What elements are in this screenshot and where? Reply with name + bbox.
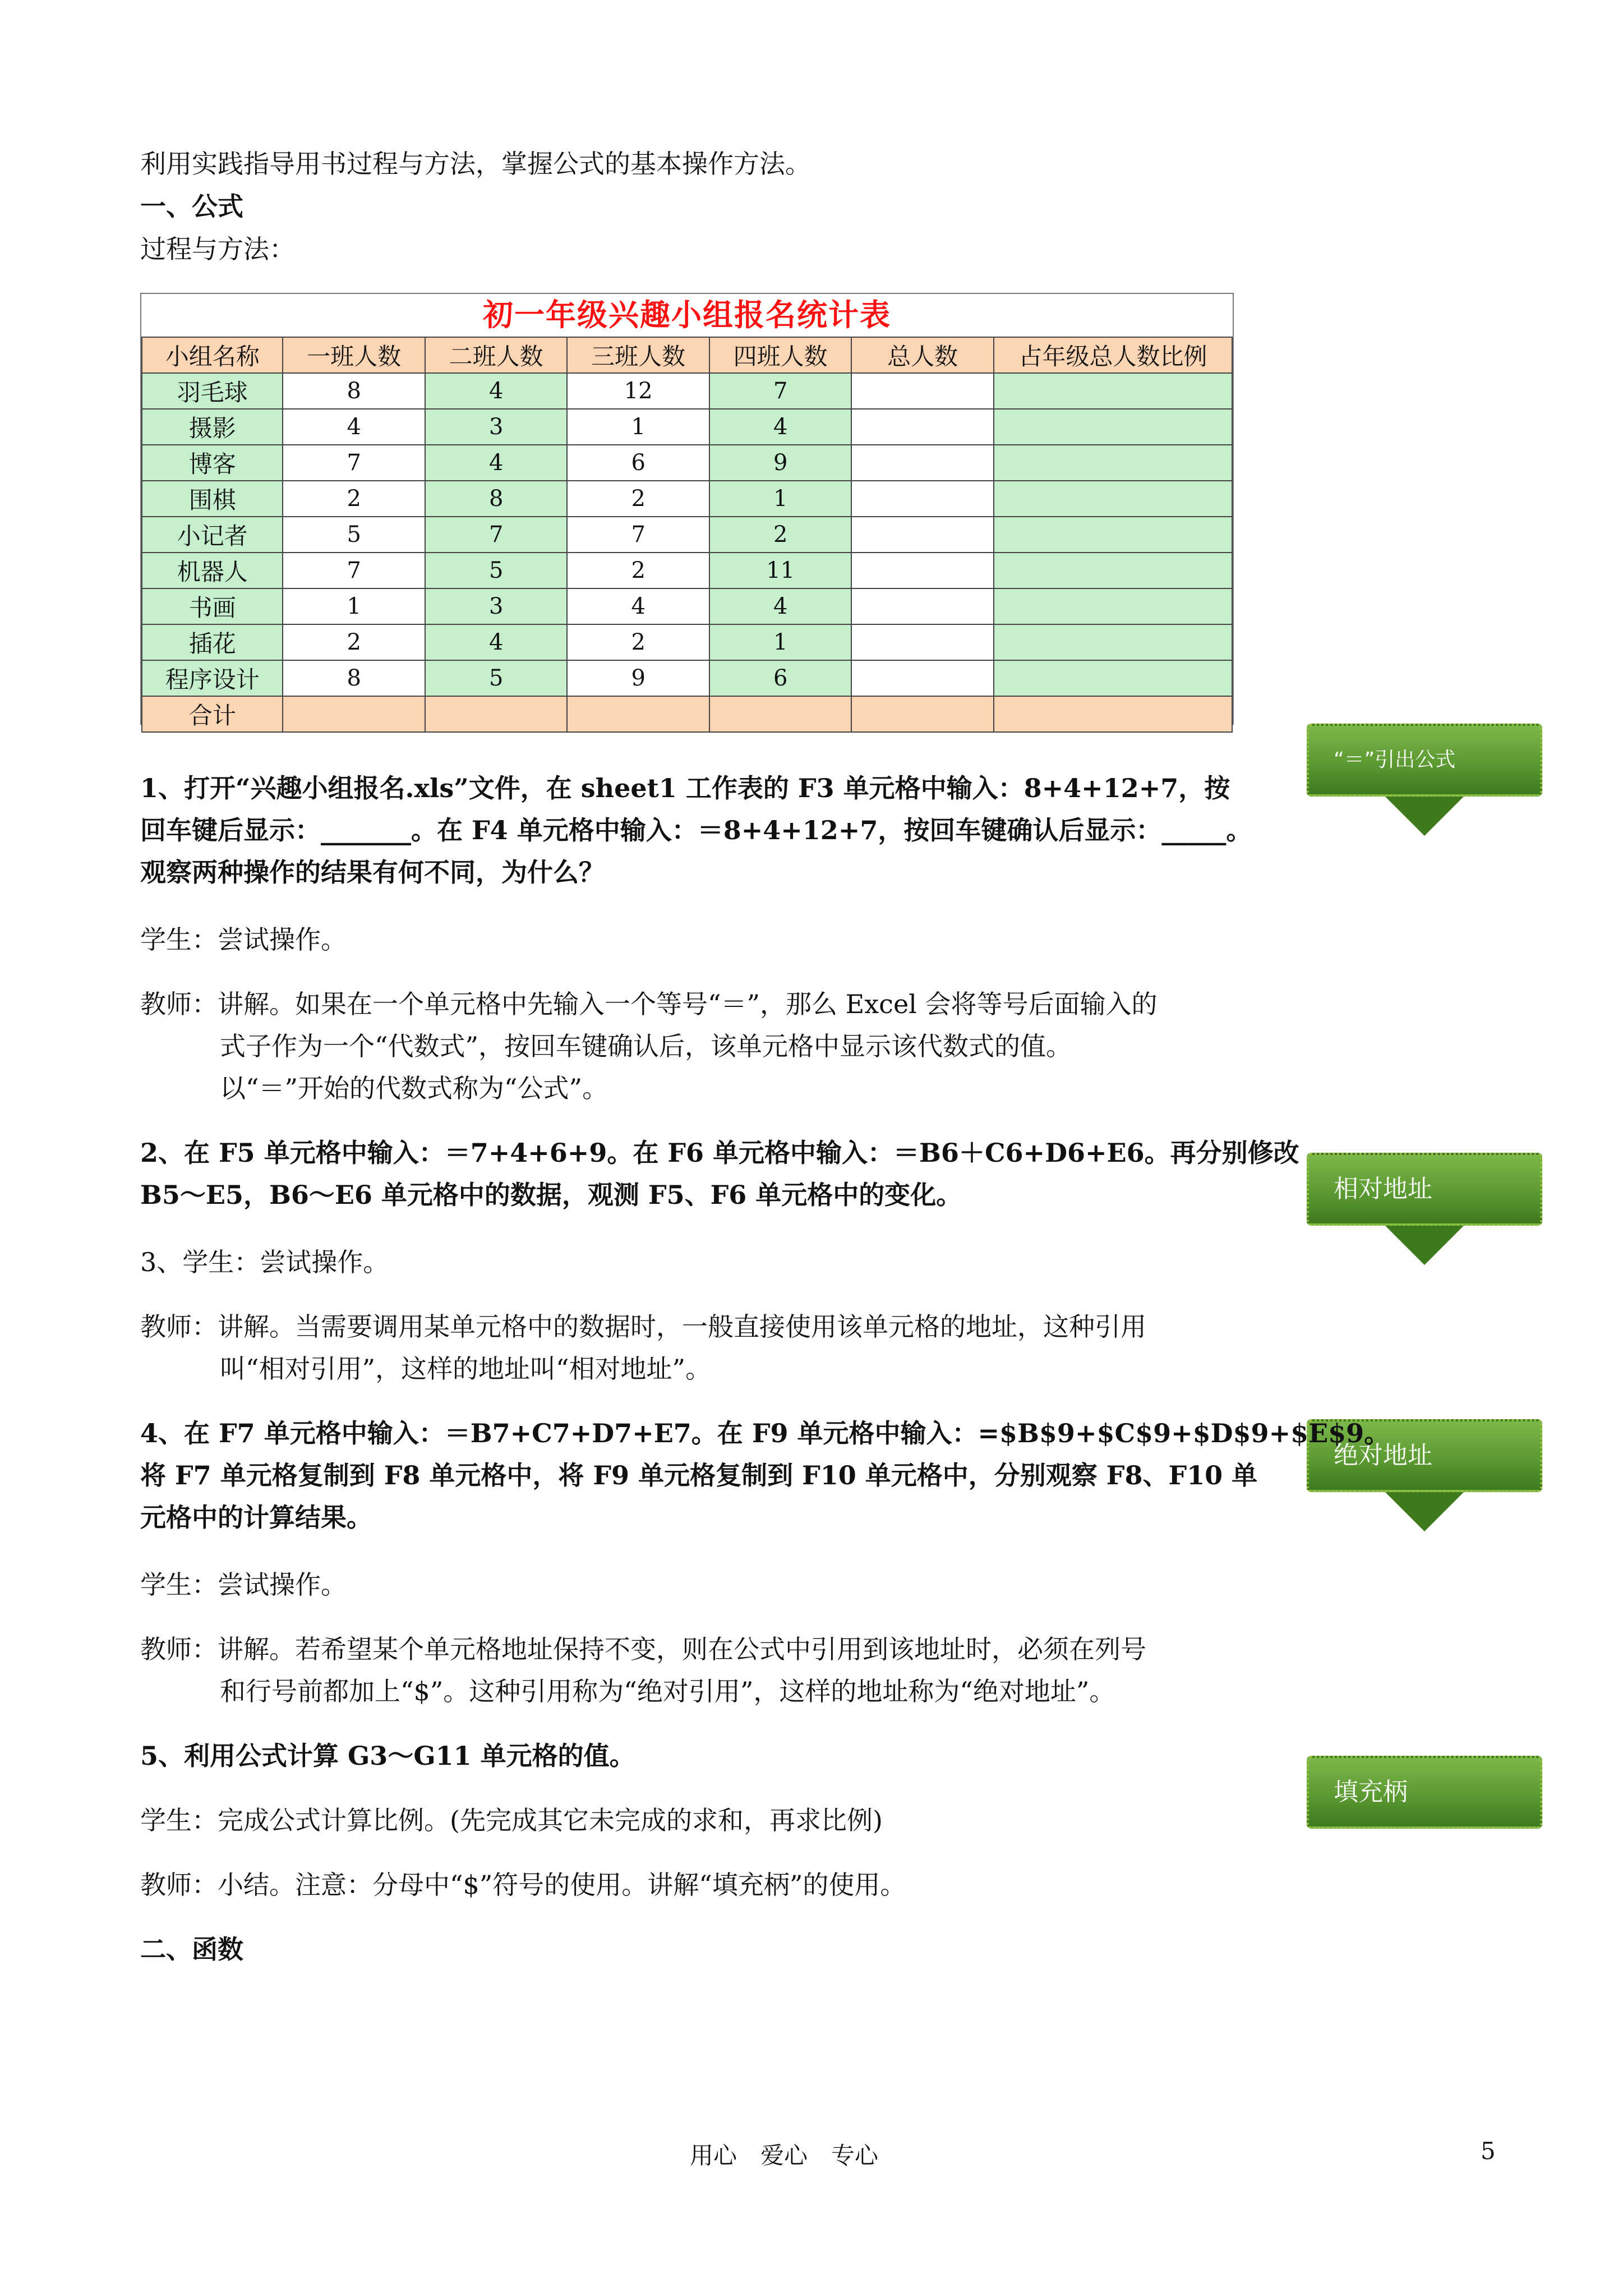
value-cell: 4 bbox=[709, 588, 852, 624]
ratio-cell bbox=[994, 660, 1232, 696]
header-cell: 三班人数 bbox=[567, 337, 709, 373]
teacher-line: 教师：讲解。若希望某个单元格地址保持不变，则在公式中引用到该地址时，必须在列号 bbox=[140, 1634, 1146, 1664]
sheet-title: 初一年级兴趣小组报名统计表 bbox=[483, 297, 891, 333]
table-row bbox=[142, 445, 1232, 481]
value-cell: 7 bbox=[283, 445, 425, 481]
value-cell: 3 bbox=[425, 588, 567, 624]
group-name-cell: 程序设计 bbox=[142, 660, 283, 696]
group-name-cell: 博客 bbox=[142, 445, 283, 481]
step1-line: 1、打开“兴趣小组报名.xls”文件，在 sheet1 工作表的 F3 单元格中输入：8+4+12+7，按 bbox=[140, 773, 1230, 803]
teacher-line: 式子作为一个“代数式”，按回车键确认后，该单元格中显示该代数式的值。 bbox=[220, 1031, 1072, 1061]
value-cell: 4 bbox=[709, 409, 852, 445]
teacher-line: 教师：讲解。如果在一个单元格中先输入一个等号“＝”，那么 Excel 会将等号后面输入的 bbox=[140, 989, 1158, 1019]
group-name-cell: 插花 bbox=[142, 624, 283, 660]
total-cell bbox=[851, 553, 993, 588]
student-line: 学生：尝试操作。 bbox=[140, 924, 347, 955]
value-cell: 2 bbox=[567, 624, 709, 660]
group-name-cell: 摄影 bbox=[142, 409, 283, 445]
total-row bbox=[142, 696, 1232, 732]
value-cell: 2 bbox=[567, 481, 709, 517]
student-line: 3、学生：尝试操作。 bbox=[140, 1247, 389, 1277]
section-heading-formula: 一、公式 bbox=[140, 191, 243, 222]
total-value-cell bbox=[425, 696, 567, 732]
value-cell: 2 bbox=[283, 624, 425, 660]
header-cell: 总人数 bbox=[851, 337, 993, 373]
value-cell: 4 bbox=[283, 409, 425, 445]
ratio-cell bbox=[994, 481, 1232, 517]
value-cell: 5 bbox=[425, 660, 567, 696]
arrow-down-icon bbox=[1385, 797, 1464, 836]
total-cell bbox=[851, 517, 993, 553]
ratio-cell bbox=[994, 445, 1232, 481]
badge-absolute-address: 绝对地址 bbox=[1307, 1419, 1542, 1492]
value-cell: 5 bbox=[425, 553, 567, 588]
value-cell: 8 bbox=[283, 373, 425, 409]
total-cell bbox=[851, 660, 993, 696]
step4-line: 元格中的计算结果。 bbox=[140, 1502, 372, 1533]
group-name-cell: 书画 bbox=[142, 588, 283, 624]
intro-text: 利用实践指导用书过程与方法，掌握公式的基本操作方法。 bbox=[140, 149, 811, 179]
badge-fill-handle: 填充柄 bbox=[1307, 1756, 1542, 1829]
value-cell: 3 bbox=[425, 409, 567, 445]
value-cell: 9 bbox=[709, 445, 852, 481]
table-row bbox=[142, 624, 1232, 660]
total-cell bbox=[851, 409, 993, 445]
table-row bbox=[142, 660, 1232, 696]
table-row bbox=[142, 481, 1232, 517]
value-cell: 8 bbox=[283, 660, 425, 696]
total-cell bbox=[851, 445, 993, 481]
value-cell: 7 bbox=[567, 517, 709, 553]
value-cell: 2 bbox=[709, 517, 852, 553]
value-cell: 5 bbox=[283, 517, 425, 553]
student-line: 学生：尝试操作。 bbox=[140, 1570, 347, 1600]
value-cell: 1 bbox=[709, 481, 852, 517]
value-cell: 1 bbox=[567, 409, 709, 445]
badge-formula: “＝”引出公式 bbox=[1307, 724, 1542, 797]
ratio-cell bbox=[994, 553, 1232, 588]
value-cell: 7 bbox=[709, 373, 852, 409]
arrow-down-icon bbox=[1385, 1492, 1464, 1531]
registration-sheet bbox=[140, 293, 1234, 729]
arrow-down-icon bbox=[1385, 1226, 1464, 1265]
group-name-cell: 机器人 bbox=[142, 553, 283, 588]
step1-line: 观察两种操作的结果有何不同，为什么？ bbox=[140, 857, 605, 887]
group-name-cell: 小记者 bbox=[142, 517, 283, 553]
ratio-cell bbox=[994, 624, 1232, 660]
value-cell: 11 bbox=[709, 553, 852, 588]
value-cell: 2 bbox=[567, 553, 709, 588]
table-row bbox=[142, 588, 1232, 624]
header-cell: 一班人数 bbox=[283, 337, 425, 373]
value-cell: 7 bbox=[425, 517, 567, 553]
header-cell: 小组名称 bbox=[142, 337, 283, 373]
value-cell: 9 bbox=[567, 660, 709, 696]
value-cell: 7 bbox=[283, 553, 425, 588]
value-cell: 4 bbox=[425, 445, 567, 481]
total-value-cell bbox=[709, 696, 852, 732]
value-cell: 4 bbox=[567, 588, 709, 624]
ratio-cell bbox=[994, 517, 1232, 553]
header-cell: 四班人数 bbox=[709, 337, 852, 373]
value-cell: 6 bbox=[709, 660, 852, 696]
total-value-cell bbox=[567, 696, 709, 732]
page-footer: 用心 爱心 专心 bbox=[690, 2142, 879, 2169]
value-cell: 12 bbox=[567, 373, 709, 409]
value-cell: 6 bbox=[567, 445, 709, 481]
total-value-cell bbox=[994, 696, 1232, 732]
group-name-cell: 羽毛球 bbox=[142, 373, 283, 409]
total-cell bbox=[851, 481, 993, 517]
process-label: 过程与方法： bbox=[140, 234, 295, 264]
teacher-line: 和行号前都加上“$”。这种引用称为“绝对引用”，这样的地址称为“绝对地址”。 bbox=[220, 1676, 1115, 1706]
header-cell: 二班人数 bbox=[425, 337, 567, 373]
total-value-cell bbox=[283, 696, 425, 732]
value-cell: 1 bbox=[283, 588, 425, 624]
total-cell bbox=[851, 624, 993, 660]
total-cell bbox=[851, 373, 993, 409]
header-row bbox=[142, 337, 1232, 373]
student-line: 学生：完成公式计算比例。(先完成其它未完成的求和，再求比例) bbox=[140, 1805, 883, 1835]
table-row bbox=[142, 553, 1232, 588]
value-cell: 4 bbox=[425, 373, 567, 409]
table-row bbox=[142, 517, 1232, 553]
step4-line: 将 F7 单元格复制到 F8 单元格中，将 F9 单元格复制到 F10 单元格中，分别观察 F8、F10 单 bbox=[140, 1460, 1258, 1490]
step5-line: 5、利用公式计算 G3～G11 单元格的值。 bbox=[140, 1741, 635, 1771]
value-cell: 4 bbox=[425, 624, 567, 660]
table-row bbox=[142, 373, 1232, 409]
step2-line: B5～E5，B6～E6 单元格中的数据，观测 F5、F6 单元格中的变化。 bbox=[140, 1180, 962, 1210]
sheet-table bbox=[141, 337, 1233, 733]
section-heading-functions: 二、函数 bbox=[140, 1934, 243, 1964]
total-cell bbox=[851, 588, 993, 624]
value-cell: 8 bbox=[425, 481, 567, 517]
value-cell: 2 bbox=[283, 481, 425, 517]
ratio-cell bbox=[994, 588, 1232, 624]
step2-line: 2、在 F5 单元格中输入：＝7+4+6+9。在 F6 单元格中输入：＝B6＋C6+D6+E6。再分别修改 bbox=[140, 1138, 1299, 1168]
step4-line: 4、在 F7 单元格中输入：＝B7+C7+D7+E7。在 F9 单元格中输入：=$B$9+$C$9+$D$9+$E$9。 bbox=[140, 1418, 1390, 1448]
ratio-cell bbox=[994, 409, 1232, 445]
teacher-line: 教师：讲解。当需要调用某单元格中的数据时，一般直接使用该单元格的地址，这种引用 bbox=[140, 1312, 1146, 1342]
step1-line: 回车键后显示：_______。在 F4 单元格中输入：＝8+4+12+7，按回车键确认后显示：_____。 bbox=[140, 815, 1252, 845]
group-name-cell: 围棋 bbox=[142, 481, 283, 517]
value-cell: 1 bbox=[709, 624, 852, 660]
teacher-line: 叫“相对引用”，这样的地址叫“相对地址”。 bbox=[220, 1354, 712, 1384]
teacher-line: 以“＝”开始的代数式称为“公式”。 bbox=[220, 1073, 608, 1103]
ratio-cell bbox=[994, 373, 1232, 409]
total-label-cell: 合计 bbox=[142, 696, 283, 732]
table-row bbox=[142, 409, 1232, 445]
teacher-line: 教师：小结。注意：分母中“$”符号的使用。讲解“填充柄”的使用。 bbox=[140, 1870, 906, 1900]
page-number: 5 bbox=[1481, 2137, 1496, 2165]
badge-relative-address: 相对地址 bbox=[1307, 1153, 1542, 1226]
header-cell: 占年级总人数比例 bbox=[994, 337, 1232, 373]
total-value-cell bbox=[851, 696, 993, 732]
